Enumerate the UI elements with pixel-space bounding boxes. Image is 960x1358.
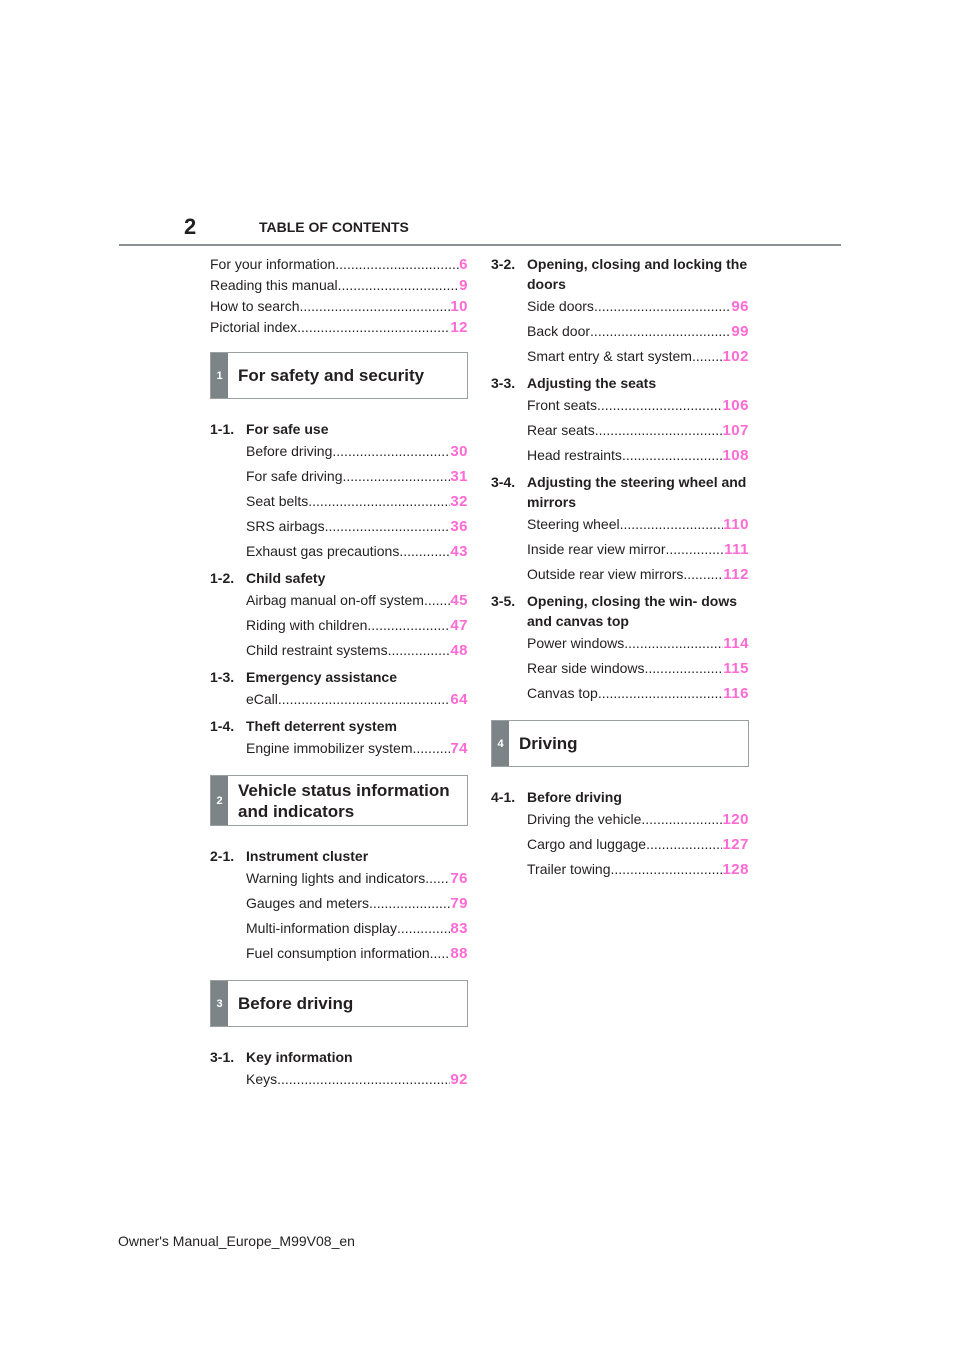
section-heading-3-2[interactable] (491, 254, 749, 294)
toc-entry[interactable] (210, 941, 468, 966)
toc-entry[interactable] (491, 807, 749, 832)
section-title: Theft deterrent system (246, 718, 397, 734)
entry-label: Cargo and luggage (527, 836, 647, 852)
entry-label: Child restraint systems (246, 642, 388, 658)
toc-entry[interactable] (491, 681, 749, 706)
toc-entry-pictorial-index[interactable] (210, 317, 468, 338)
entry-label: Pictorial index (210, 319, 298, 335)
leader-dots (278, 687, 450, 712)
chapter-number-tab: 2 (211, 776, 228, 825)
leader-dots (388, 638, 451, 663)
toc-entry[interactable] (210, 464, 468, 489)
leader-dots (430, 941, 451, 966)
toc-entry[interactable] (210, 1067, 468, 1092)
page-link[interactable]: 64 (450, 691, 468, 708)
header-divider (119, 244, 841, 246)
section-heading-3-4[interactable] (491, 472, 749, 512)
section-heading-1-4[interactable] (210, 716, 468, 736)
entry-label: Side doors (527, 298, 594, 314)
entry-label: Before driving (246, 443, 333, 459)
toc-entry[interactable] (210, 687, 468, 712)
entry-label: SRS airbags (246, 518, 325, 534)
entry-label: Trailer towing (527, 861, 611, 877)
leader-dots (595, 418, 723, 443)
entry-label: How to search (210, 298, 300, 314)
entry-label: Multi-information display (246, 920, 397, 936)
entry-label: Inside rear view mirror (527, 541, 666, 557)
leader-dots (683, 562, 723, 587)
page-link[interactable]: 48 (450, 642, 468, 659)
section-number: 3-4. (491, 474, 516, 490)
section-number: 3-2. (491, 256, 516, 272)
toc-entry[interactable] (491, 562, 749, 587)
section-number: 4-1. (491, 789, 516, 805)
entry-label: Rear seats (527, 422, 595, 438)
leader-dots (598, 681, 723, 706)
toc-entry[interactable] (491, 294, 749, 319)
entry-label: Power windows (527, 635, 625, 651)
chapter-title: Before driving (238, 994, 354, 1013)
toc-entry[interactable] (210, 638, 468, 663)
section-title: Before driving (527, 789, 622, 805)
section-number: 2-1. (210, 848, 235, 864)
entry-label: eCall (246, 691, 278, 707)
chapter-title: For safety and security (238, 366, 425, 385)
leader-dots (597, 393, 722, 418)
entry-label: Reading this manual (210, 277, 338, 293)
page-link[interactable]: 43 (450, 543, 468, 560)
leader-dots (277, 1067, 450, 1092)
leader-dots (308, 489, 450, 514)
toc-entry[interactable] (491, 418, 749, 443)
toc-entry[interactable] (491, 443, 749, 468)
leader-dots (397, 916, 450, 941)
page-link[interactable]: 108 (722, 447, 749, 464)
section-heading-4-1[interactable] (491, 787, 749, 807)
entry-label: Rear side windows (527, 660, 645, 676)
toc-entry[interactable] (491, 631, 749, 656)
section-number: 3-3. (491, 375, 516, 391)
entry-label: Airbag manual on-off system (246, 592, 424, 608)
entry-label: Front seats (527, 397, 598, 413)
entry-label: Outside rear view mirrors (527, 566, 684, 582)
page-link[interactable]: 74 (450, 740, 468, 757)
leader-dots (425, 866, 450, 891)
page-link[interactable]: 12 (450, 319, 468, 336)
section-title: Opening, closing the win- dows and canvas top (527, 593, 737, 629)
entry-label: Keys (246, 1071, 278, 1087)
section-title: Adjusting the steering wheel and mirrors (527, 474, 747, 510)
entry-label: Warning lights and indicators (246, 870, 426, 886)
chapter-heading-4[interactable] (491, 720, 749, 767)
toc-entry[interactable] (491, 344, 749, 369)
toc-column-right (491, 254, 749, 882)
page-link[interactable]: 127 (722, 836, 749, 853)
leader-dots (645, 656, 724, 681)
leader-dots (413, 736, 451, 761)
toc-entry[interactable] (210, 439, 468, 464)
toc-entry[interactable] (491, 393, 749, 418)
leader-dots (369, 891, 450, 916)
page-link[interactable]: 76 (450, 870, 468, 887)
toc-entry[interactable] (491, 319, 749, 344)
page-link[interactable]: 112 (723, 566, 749, 583)
entry-label: Head restraints (527, 447, 622, 463)
section-number: 1-2. (210, 570, 235, 586)
page-link[interactable]: 79 (450, 895, 468, 912)
page-link[interactable]: 102 (722, 348, 749, 365)
toc-entry[interactable] (210, 489, 468, 514)
leader-dots (335, 254, 459, 275)
leader-dots (611, 857, 723, 882)
leader-dots (594, 294, 731, 319)
entry-label: Exhaust gas precautions (246, 543, 400, 559)
page-link[interactable]: 45 (450, 592, 468, 609)
toc-entry-how-to-search[interactable] (210, 296, 468, 317)
page-link[interactable]: 92 (450, 1071, 468, 1088)
entry-label: For safe driving (246, 468, 343, 484)
section-title: Key information (246, 1049, 353, 1065)
section-title: Child safety (246, 570, 326, 586)
leader-dots (622, 443, 723, 468)
entry-label: Seat belts (246, 493, 309, 509)
page-link[interactable]: 111 (724, 541, 749, 558)
leader-dots (299, 296, 450, 317)
toc-entry[interactable] (491, 832, 749, 857)
leader-dots (620, 512, 724, 537)
section-title: For safe use (246, 421, 329, 437)
section-title: Adjusting the seats (527, 375, 657, 391)
section-number: 1-1. (210, 421, 235, 437)
leader-dots (665, 537, 724, 562)
leader-dots (399, 539, 450, 564)
page-link[interactable]: 30 (450, 443, 468, 460)
page-link[interactable]: 10 (450, 298, 468, 315)
leader-dots (641, 807, 722, 832)
chapter-heading-3[interactable] (210, 980, 468, 1027)
leader-dots (325, 514, 451, 539)
chapter-title: Vehicle status information and indicators (238, 780, 450, 821)
toc-entry[interactable] (210, 866, 468, 891)
leader-dots (624, 631, 723, 656)
toc-column-left (210, 254, 468, 1092)
page-link[interactable]: 96 (731, 298, 749, 315)
entry-label: Fuel consumption information (246, 945, 430, 961)
page-link[interactable]: 128 (722, 861, 749, 878)
chapter-number-tab: 4 (492, 721, 509, 766)
toc-entry[interactable] (491, 537, 749, 562)
toc-entry-reading-this-manual[interactable] (210, 275, 468, 296)
leader-dots (332, 439, 450, 464)
section-title: Emergency assistance (246, 669, 397, 685)
toc-entry[interactable] (210, 539, 468, 564)
leader-dots (424, 588, 450, 613)
toc-entry[interactable] (210, 613, 468, 638)
entry-label: Engine immobilizer system (246, 740, 413, 756)
page-link[interactable]: 9 (459, 277, 468, 294)
page-link[interactable]: 47 (450, 617, 468, 634)
entry-label: Riding with children (246, 617, 368, 633)
page-link[interactable]: 107 (722, 422, 749, 439)
section-title: Instrument cluster (246, 848, 369, 864)
page-link[interactable]: 115 (723, 660, 749, 677)
chapter-number-tab: 3 (211, 981, 228, 1026)
section-number: 3-1. (210, 1049, 235, 1065)
page-title: TABLE OF CONTENTS (259, 219, 409, 235)
section-heading-1-1[interactable] (210, 419, 468, 439)
toc-entry[interactable] (491, 656, 749, 681)
page-link[interactable]: 110 (723, 516, 749, 533)
page-link[interactable]: 32 (450, 493, 468, 510)
toc-entry[interactable] (210, 891, 468, 916)
page-link[interactable]: 120 (722, 811, 749, 828)
entry-label: Gauges and meters (246, 895, 369, 911)
leader-dots (646, 832, 722, 857)
section-number: 1-3. (210, 669, 235, 685)
section-number: 1-4. (210, 718, 235, 734)
page-link[interactable]: 6 (459, 256, 468, 273)
page-link[interactable]: 114 (723, 635, 749, 652)
chapter-number-tab: 1 (211, 353, 228, 398)
toc-entry[interactable] (491, 512, 749, 537)
entry-label: Driving the vehicle (527, 811, 642, 827)
toc-entry[interactable] (210, 588, 468, 613)
toc-entry[interactable] (210, 514, 468, 539)
section-heading-1-2[interactable] (210, 568, 468, 588)
page-link[interactable]: 88 (450, 945, 468, 962)
section-heading-3-1[interactable] (210, 1047, 468, 1067)
leader-dots (342, 464, 450, 489)
entry-label: Steering wheel (527, 516, 620, 532)
chapter-heading-2[interactable] (210, 775, 468, 826)
page-link[interactable]: 83 (450, 920, 468, 937)
section-heading-3-3[interactable] (491, 373, 749, 393)
section-heading-2-1[interactable] (210, 846, 468, 866)
entry-label: Smart entry & start system (527, 348, 692, 364)
leader-dots (297, 317, 450, 338)
page-link[interactable]: 116 (723, 685, 749, 702)
section-heading-1-3[interactable] (210, 667, 468, 687)
toc-entry[interactable] (491, 857, 749, 882)
chapter-heading-1[interactable] (210, 352, 468, 399)
chapter-title: Driving (519, 734, 578, 753)
entry-label: For your information (210, 256, 336, 272)
section-number: 3-5. (491, 593, 516, 609)
leader-dots (338, 275, 460, 296)
leader-dots (590, 319, 731, 344)
toc-entry-for-your-information[interactable] (210, 254, 468, 275)
footer-manual-id: Owner's Manual_Europe_M99V08_en (118, 1233, 355, 1249)
entry-label: Back door (527, 323, 591, 339)
section-title: Opening, closing and locking the doors (527, 256, 748, 292)
leader-dots (367, 613, 450, 638)
page-number: 2 (184, 214, 197, 239)
leader-dots (692, 344, 723, 369)
entry-label: Canvas top (527, 685, 598, 701)
toc-entry[interactable] (210, 916, 468, 941)
page-link[interactable]: 106 (722, 397, 749, 414)
page-link[interactable]: 36 (450, 518, 468, 535)
section-heading-3-5[interactable] (491, 591, 749, 631)
toc-entry[interactable] (210, 736, 468, 761)
page-link[interactable]: 31 (450, 468, 468, 485)
page-link[interactable]: 99 (731, 323, 749, 340)
